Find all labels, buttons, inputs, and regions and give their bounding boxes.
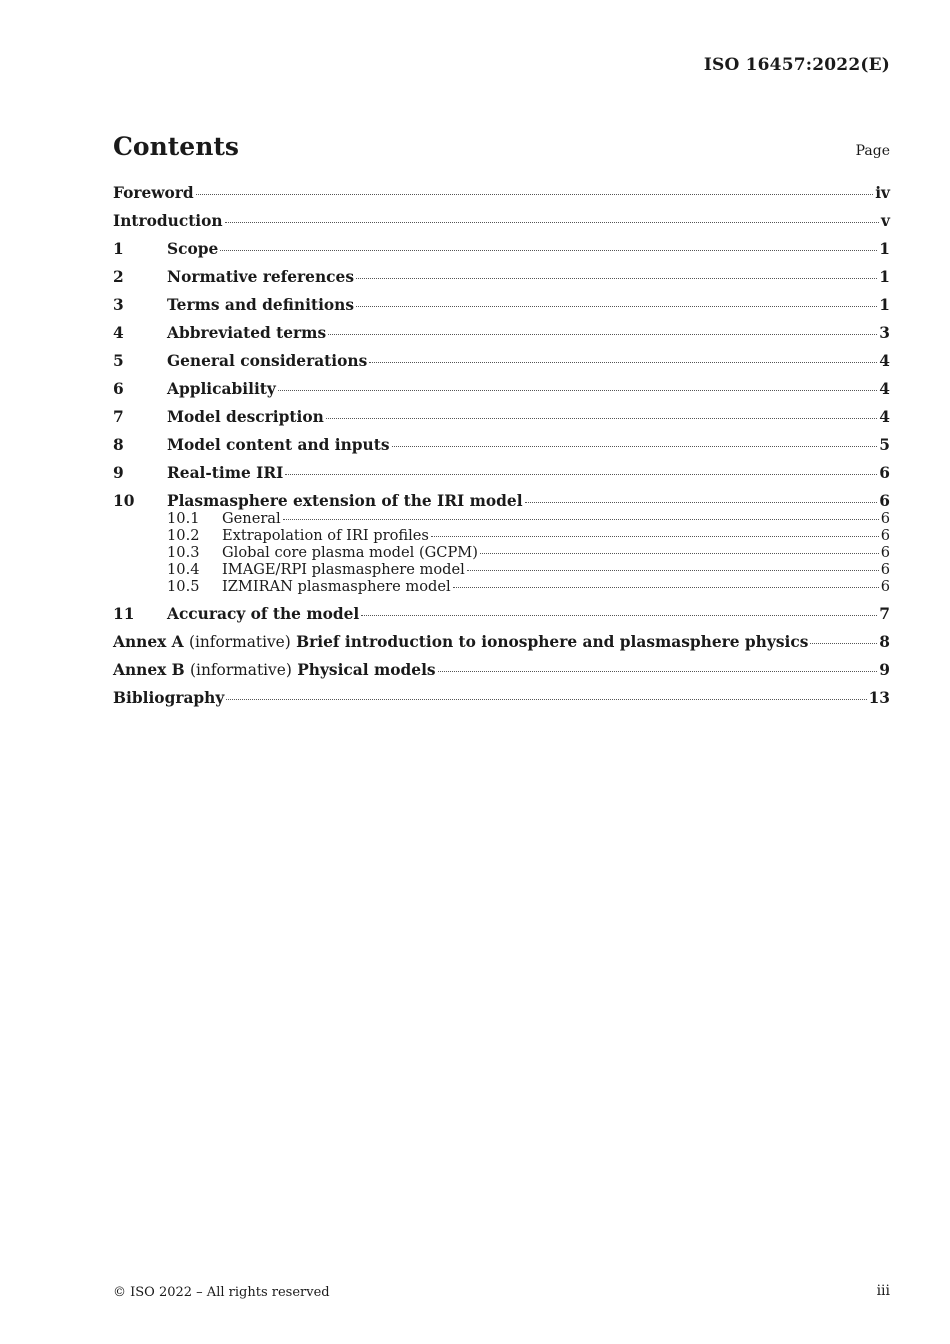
toc-subentry-number: 10.4 [167,561,200,578]
toc-entry-title: Foreword [113,184,194,202]
toc-entry-title [113,661,436,679]
toc-subentry-page: 6 [880,527,890,544]
toc-entry-title: Normative references [167,268,354,286]
toc-entry-bibliography[interactable] [113,689,890,707]
toc-entry-title: Terms and definitions [167,296,355,314]
dot-leader [480,553,879,554]
toc-entry-title: Real-time IRI [167,464,284,482]
toc-entry-title [113,633,808,651]
toc-subentry-title: General [222,510,281,527]
toc-entry-number: 5 [113,352,124,370]
dot-leader [453,587,879,588]
dot-leader [361,615,877,616]
toc-entry-number: 7 [113,408,124,426]
annex-title: Physical models [297,661,436,679]
toc-entry-8[interactable] [113,436,890,454]
toc-entry-page: iv [875,184,890,202]
toc-entry-5[interactable] [113,352,890,370]
toc-subentry-10-1[interactable] [167,510,890,527]
toc-entry-title: Abbreviated terms [167,324,327,342]
toc-entry-page: 4 [879,380,890,398]
toc-entry-page: 4 [879,352,890,370]
toc-entry-page: 4 [879,408,890,426]
toc-entry-page: 7 [879,605,890,623]
toc-subentry-page: 6 [880,578,890,595]
toc-entry-number: 11 [113,605,135,623]
toc-entry-10[interactable] [113,492,890,510]
toc-entry-page: 9 [879,661,890,679]
toc-entry-3[interactable] [113,296,890,314]
toc-subentry-title: IZMIRAN plasmasphere model [222,578,451,595]
dot-leader [278,390,877,391]
toc-entry-number: 8 [113,436,124,454]
toc-entry-page: 6 [879,464,890,482]
page-column-label: Page [855,143,890,159]
toc-subentry-10-3[interactable] [167,544,890,561]
toc-entry-number: 3 [113,296,124,314]
toc-entry-introduction[interactable] [113,212,890,230]
dot-leader [356,278,877,279]
toc-entry-title: Model content and inputs [167,436,390,454]
toc-subentry-page: 6 [880,544,890,561]
toc-entry-page: 1 [879,240,890,258]
toc-subentry-number: 10.1 [167,510,200,527]
toc-entry-7[interactable] [113,408,890,426]
toc-entry-page: 1 [879,296,890,314]
toc-entry-page: 13 [868,689,890,707]
toc-subentry-number: 10.2 [167,527,200,544]
page-number: iii [876,1283,890,1299]
toc-entry-page: v [881,212,890,230]
toc-entry-page: 6 [879,492,890,510]
dot-leader [431,536,879,537]
annex-qualifier: (informative) [190,661,292,679]
toc-entry-2[interactable] [113,268,890,286]
annex-label: Annex A [113,633,184,651]
toc-entry-title: Bibliography [113,689,225,707]
toc-entry-title: General considerations [167,352,368,370]
toc-subentry-page: 6 [880,510,890,527]
dot-leader [392,446,878,447]
toc-subentry-number: 10.5 [167,578,200,595]
toc-entry-number: 1 [113,240,124,258]
toc-entry-4[interactable] [113,324,890,342]
toc-entry-6[interactable] [113,380,890,398]
dot-leader [220,250,877,251]
toc-entry-annex-b[interactable] [113,661,890,679]
dot-leader [326,418,878,419]
dot-leader [467,570,879,571]
toc-entry-title: Introduction [113,212,223,230]
dot-leader [525,502,878,503]
copyright-notice: © ISO 2022 – All rights reserved [113,1285,330,1300]
toc-entry-page: 3 [879,324,890,342]
toc-entry-1[interactable] [113,240,890,258]
dot-leader [226,699,866,700]
toc-entry-number: 2 [113,268,124,286]
dot-leader [283,519,879,520]
toc-subentry-page: 6 [880,561,890,578]
annex-qualifier: (informative) [188,633,291,651]
toc-entry-9[interactable] [113,464,890,482]
toc-entry-title: Model description [167,408,324,426]
dot-leader [438,671,878,672]
toc-entry-title: Accuracy of the model [167,605,360,623]
dot-leader [810,643,877,644]
toc-entry-page: 5 [879,436,890,454]
toc-entry-title: Scope [167,240,219,258]
toc-entry-11[interactable] [113,605,890,623]
toc-entry-title: Applicability [167,380,276,398]
document-id: ISO 16457:2022(E) [703,55,890,75]
toc-entry-page: 1 [879,268,890,286]
dot-leader [196,194,874,195]
table-of-contents [113,184,890,707]
toc-entry-number: 6 [113,380,124,398]
toc-subentry-title: IMAGE/RPI plasmasphere model [222,561,465,578]
annex-title: Brief introduction to ionosphere and plasmasphere physics [296,633,809,651]
toc-entry-foreword[interactable] [113,184,890,202]
toc-subentry-10-2[interactable] [167,527,890,544]
dot-leader [225,222,879,223]
page-title: Contents [113,132,240,161]
toc-entry-annex-a[interactable] [113,633,890,651]
dot-leader [356,306,877,307]
toc-entry-number: 9 [113,464,124,482]
toc-subentry-title: Global core plasma model (GCPM) [222,544,478,561]
toc-subentry-10-4[interactable] [167,561,890,578]
dot-leader [328,334,877,335]
toc-entry-number: 4 [113,324,124,342]
toc-entry-title: Plasmasphere extension of the IRI model [167,492,523,510]
toc-subentry-title: Extrapolation of IRI profiles [222,527,429,544]
toc-subentry-10-5[interactable] [167,578,890,595]
annex-label: Annex B [113,661,185,679]
toc-entry-page: 8 [879,633,890,651]
dot-leader [369,362,877,363]
toc-entry-number: 10 [113,492,135,510]
toc-subentry-number: 10.3 [167,544,200,561]
dot-leader [285,474,877,475]
